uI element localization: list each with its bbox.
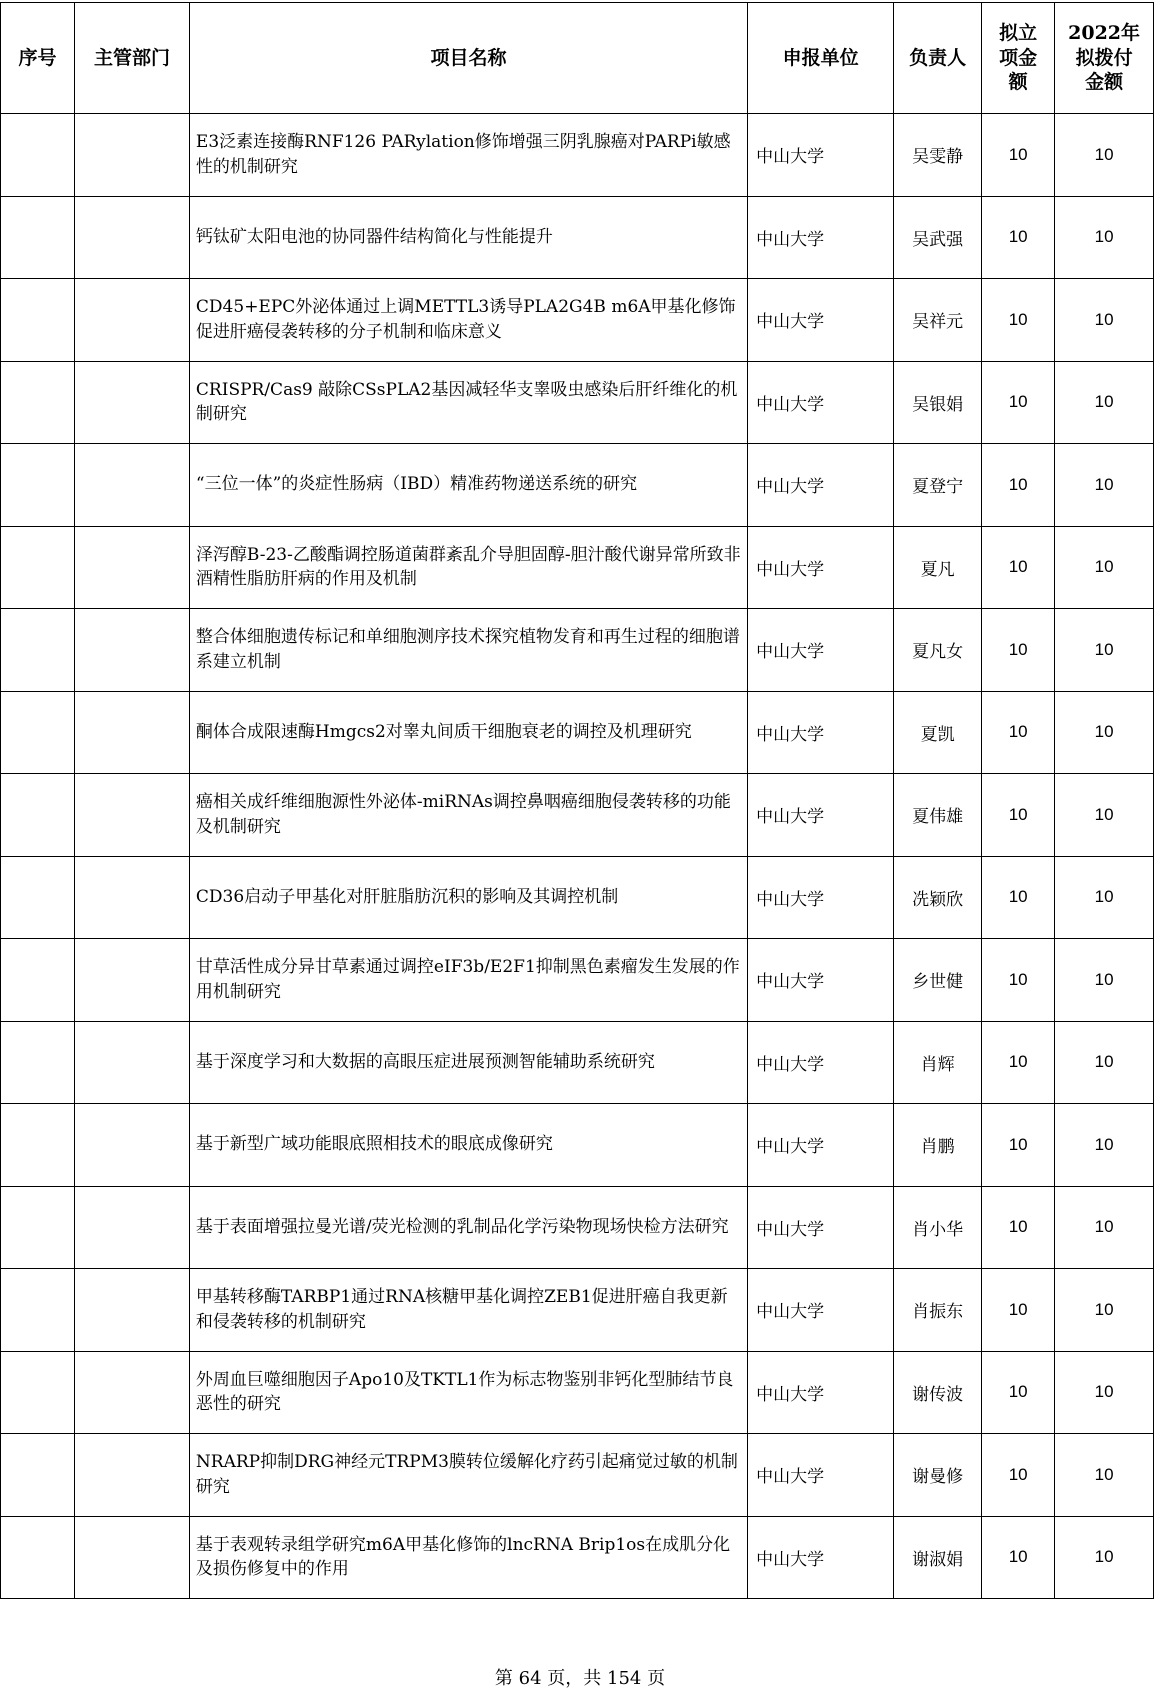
cell-dept <box>75 279 190 362</box>
cell-amount: 10 <box>982 526 1055 609</box>
cell-amount: 10 <box>982 939 1055 1022</box>
cell-dept <box>75 1021 190 1104</box>
table-row <box>1 856 1154 939</box>
cell-amount: 10 <box>982 1269 1055 1352</box>
cell-amount: 10 <box>982 1351 1055 1434</box>
cell-project-name: CRISPR/Cas9 敲除CSsPLA2基因减轻华支睾吸虫感染后肝纤维化的机制研究 <box>189 361 747 444</box>
cell-person: 夏凯 <box>894 691 982 774</box>
cell-unit: 中山大学 <box>748 444 894 527</box>
project-table <box>0 2 1154 1599</box>
cell-pay-2022: 10 <box>1055 196 1154 279</box>
cell-amount: 10 <box>982 1434 1055 1517</box>
cell-person: 夏凡女 <box>894 609 982 692</box>
cell-unit: 中山大学 <box>748 1434 894 1517</box>
cell-unit: 中山大学 <box>748 526 894 609</box>
cell-seq <box>1 1516 75 1599</box>
cell-pay-2022: 10 <box>1055 856 1154 939</box>
cell-amount: 10 <box>982 609 1055 692</box>
table-row <box>1 1351 1154 1434</box>
cell-person: 夏凡 <box>894 526 982 609</box>
table-row <box>1 1104 1154 1187</box>
cell-dept <box>75 609 190 692</box>
cell-pay-2022: 10 <box>1055 1104 1154 1187</box>
cell-amount: 10 <box>982 114 1055 197</box>
table-row <box>1 279 1154 362</box>
cell-dept <box>75 196 190 279</box>
table-header-row <box>1 3 1154 114</box>
table-row <box>1 444 1154 527</box>
cell-person: 肖小华 <box>894 1186 982 1269</box>
cell-person: 吴银娟 <box>894 361 982 444</box>
cell-person: 夏登宁 <box>894 444 982 527</box>
cell-pay-2022: 10 <box>1055 774 1154 857</box>
cell-dept <box>75 1186 190 1269</box>
cell-dept <box>75 856 190 939</box>
cell-seq <box>1 279 75 362</box>
cell-seq <box>1 1104 75 1187</box>
cell-dept <box>75 774 190 857</box>
cell-dept <box>75 691 190 774</box>
cell-project-name: CD45+EPC外泌体通过上调METTL3诱导PLA2G4B m6A甲基化修饰促进肝癌侵袭转移的分子机制和临床意义 <box>189 279 747 362</box>
header-dept: 主管部门 <box>75 3 190 114</box>
cell-pay-2022: 10 <box>1055 526 1154 609</box>
cell-amount: 10 <box>982 856 1055 939</box>
cell-seq <box>1 526 75 609</box>
cell-seq <box>1 774 75 857</box>
cell-unit: 中山大学 <box>748 279 894 362</box>
cell-seq <box>1 1021 75 1104</box>
cell-seq <box>1 939 75 1022</box>
cell-project-name: 基于表观转录组学研究m6A甲基化修饰的lncRNA Brip1os在成肌分化及损伤修复中的作用 <box>189 1516 747 1599</box>
table-row <box>1 1269 1154 1352</box>
cell-seq <box>1 361 75 444</box>
cell-pay-2022: 10 <box>1055 1516 1154 1599</box>
cell-dept <box>75 1434 190 1517</box>
cell-pay-2022: 10 <box>1055 1021 1154 1104</box>
cell-seq <box>1 856 75 939</box>
cell-pay-2022: 10 <box>1055 279 1154 362</box>
cell-dept <box>75 361 190 444</box>
cell-unit: 中山大学 <box>748 1186 894 1269</box>
cell-unit: 中山大学 <box>748 196 894 279</box>
cell-seq <box>1 609 75 692</box>
cell-project-name: 癌相关成纤维细胞源性外泌体-miRNAs调控鼻咽癌细胞侵袭转移的功能及机制研究 <box>189 774 747 857</box>
cell-dept <box>75 1516 190 1599</box>
cell-project-name: 泽泻醇B-23-乙酸酯调控肠道菌群紊乱介导胆固醇-胆汁酸代谢异常所致非酒精性脂肪肝病的作用及机制 <box>189 526 747 609</box>
cell-person: 吴祥元 <box>894 279 982 362</box>
cell-pay-2022: 10 <box>1055 1186 1154 1269</box>
cell-project-name: 甘草活性成分异甘草素通过调控eIF3b/E2F1抑制黑色素瘤发生发展的作用机制研究 <box>189 939 747 1022</box>
cell-dept <box>75 526 190 609</box>
table-row <box>1 114 1154 197</box>
cell-unit: 中山大学 <box>748 774 894 857</box>
table-row <box>1 691 1154 774</box>
cell-project-name: 基于新型广域功能眼底照相技术的眼底成像研究 <box>189 1104 747 1187</box>
cell-unit: 中山大学 <box>748 361 894 444</box>
cell-pay-2022: 10 <box>1055 939 1154 1022</box>
table-row <box>1 196 1154 279</box>
cell-pay-2022: 10 <box>1055 444 1154 527</box>
cell-amount: 10 <box>982 1186 1055 1269</box>
cell-dept <box>75 114 190 197</box>
cell-amount: 10 <box>982 1516 1055 1599</box>
cell-person: 肖辉 <box>894 1021 982 1104</box>
header-person: 负责人 <box>894 3 982 114</box>
cell-unit: 中山大学 <box>748 1516 894 1599</box>
cell-seq <box>1 1269 75 1352</box>
cell-seq <box>1 1351 75 1434</box>
cell-unit: 中山大学 <box>748 1351 894 1434</box>
cell-pay-2022: 10 <box>1055 609 1154 692</box>
cell-amount: 10 <box>982 196 1055 279</box>
header-amount: 拟立 项金 额 <box>982 3 1055 114</box>
cell-person: 肖鹏 <box>894 1104 982 1187</box>
cell-project-name: “三位一体”的炎症性肠病（IBD）精准药物递送系统的研究 <box>189 444 747 527</box>
cell-seq <box>1 1434 75 1517</box>
cell-project-name: 钙钛矿太阳电池的协同器件结构简化与性能提升 <box>189 196 747 279</box>
cell-pay-2022: 10 <box>1055 691 1154 774</box>
table-row <box>1 526 1154 609</box>
cell-unit: 中山大学 <box>748 1104 894 1187</box>
cell-person: 夏伟雄 <box>894 774 982 857</box>
cell-pay-2022: 10 <box>1055 1351 1154 1434</box>
page-footer: 第 64 页，共 154 页 <box>494 1668 666 1689</box>
cell-amount: 10 <box>982 774 1055 857</box>
cell-amount: 10 <box>982 279 1055 362</box>
cell-seq <box>1 691 75 774</box>
cell-person: 肖振东 <box>894 1269 982 1352</box>
table-row <box>1 939 1154 1022</box>
cell-dept <box>75 939 190 1022</box>
cell-dept <box>75 1269 190 1352</box>
cell-amount: 10 <box>982 361 1055 444</box>
cell-pay-2022: 10 <box>1055 1434 1154 1517</box>
header-pay-2022: 2022年 拟拨付 金额 <box>1055 3 1154 114</box>
cell-project-name: CD36启动子甲基化对肝脏脂肪沉积的影响及其调控机制 <box>189 856 747 939</box>
cell-project-name: 甲基转移酶TARBP1通过RNA核糖甲基化调控ZEB1促进肝癌自我更新和侵袭转移的机制研究 <box>189 1269 747 1352</box>
cell-unit: 中山大学 <box>748 1269 894 1352</box>
cell-project-name: 整合体细胞遗传标记和单细胞测序技术探究植物发育和再生过程的细胞谱系建立机制 <box>189 609 747 692</box>
table-row <box>1 361 1154 444</box>
cell-person: 谢淑娟 <box>894 1516 982 1599</box>
cell-person: 谢传波 <box>894 1351 982 1434</box>
cell-person: 冼颖欣 <box>894 856 982 939</box>
cell-seq <box>1 114 75 197</box>
cell-project-name: 基于表面增强拉曼光谱/荧光检测的乳制品化学污染物现场快检方法研究 <box>189 1186 747 1269</box>
cell-dept <box>75 1104 190 1187</box>
cell-person: 吴雯静 <box>894 114 982 197</box>
table-row <box>1 1021 1154 1104</box>
cell-unit: 中山大学 <box>748 609 894 692</box>
cell-amount: 10 <box>982 444 1055 527</box>
header-seq: 序号 <box>1 3 75 114</box>
cell-project-name: 基于深度学习和大数据的高眼压症进展预测智能辅助系统研究 <box>189 1021 747 1104</box>
cell-pay-2022: 10 <box>1055 114 1154 197</box>
table-body <box>1 114 1154 1599</box>
cell-project-name: 外周血巨噬细胞因子Apo10及TKTL1作为标志物鉴别非钙化型肺结节良恶性的研究 <box>189 1351 747 1434</box>
table-row <box>1 1434 1154 1517</box>
table-row <box>1 1186 1154 1269</box>
cell-amount: 10 <box>982 1104 1055 1187</box>
header-project-name: 项目名称 <box>189 3 747 114</box>
cell-seq <box>1 1186 75 1269</box>
cell-project-name: E3泛素连接酶RNF126 PARylation修饰增强三阴乳腺癌对PARPi敏感性的机制研究 <box>189 114 747 197</box>
header-unit: 申报单位 <box>748 3 894 114</box>
cell-dept <box>75 444 190 527</box>
cell-unit: 中山大学 <box>748 856 894 939</box>
cell-pay-2022: 10 <box>1055 361 1154 444</box>
cell-pay-2022: 10 <box>1055 1269 1154 1352</box>
table-row <box>1 1516 1154 1599</box>
cell-seq <box>1 196 75 279</box>
cell-person: 吴武强 <box>894 196 982 279</box>
cell-unit: 中山大学 <box>748 114 894 197</box>
table-row <box>1 609 1154 692</box>
cell-unit: 中山大学 <box>748 1021 894 1104</box>
cell-dept <box>75 1351 190 1434</box>
cell-unit: 中山大学 <box>748 691 894 774</box>
cell-project-name: NRARP抑制DRG神经元TRPM3膜转位缓解化疗药引起痛觉过敏的机制研究 <box>189 1434 747 1517</box>
cell-unit: 中山大学 <box>748 939 894 1022</box>
cell-amount: 10 <box>982 691 1055 774</box>
table-row <box>1 774 1154 857</box>
cell-person: 谢曼修 <box>894 1434 982 1517</box>
cell-seq <box>1 444 75 527</box>
cell-project-name: 酮体合成限速酶Hmgcs2对睾丸间质干细胞衰老的调控及机理研究 <box>189 691 747 774</box>
cell-person: 乡世健 <box>894 939 982 1022</box>
cell-amount: 10 <box>982 1021 1055 1104</box>
